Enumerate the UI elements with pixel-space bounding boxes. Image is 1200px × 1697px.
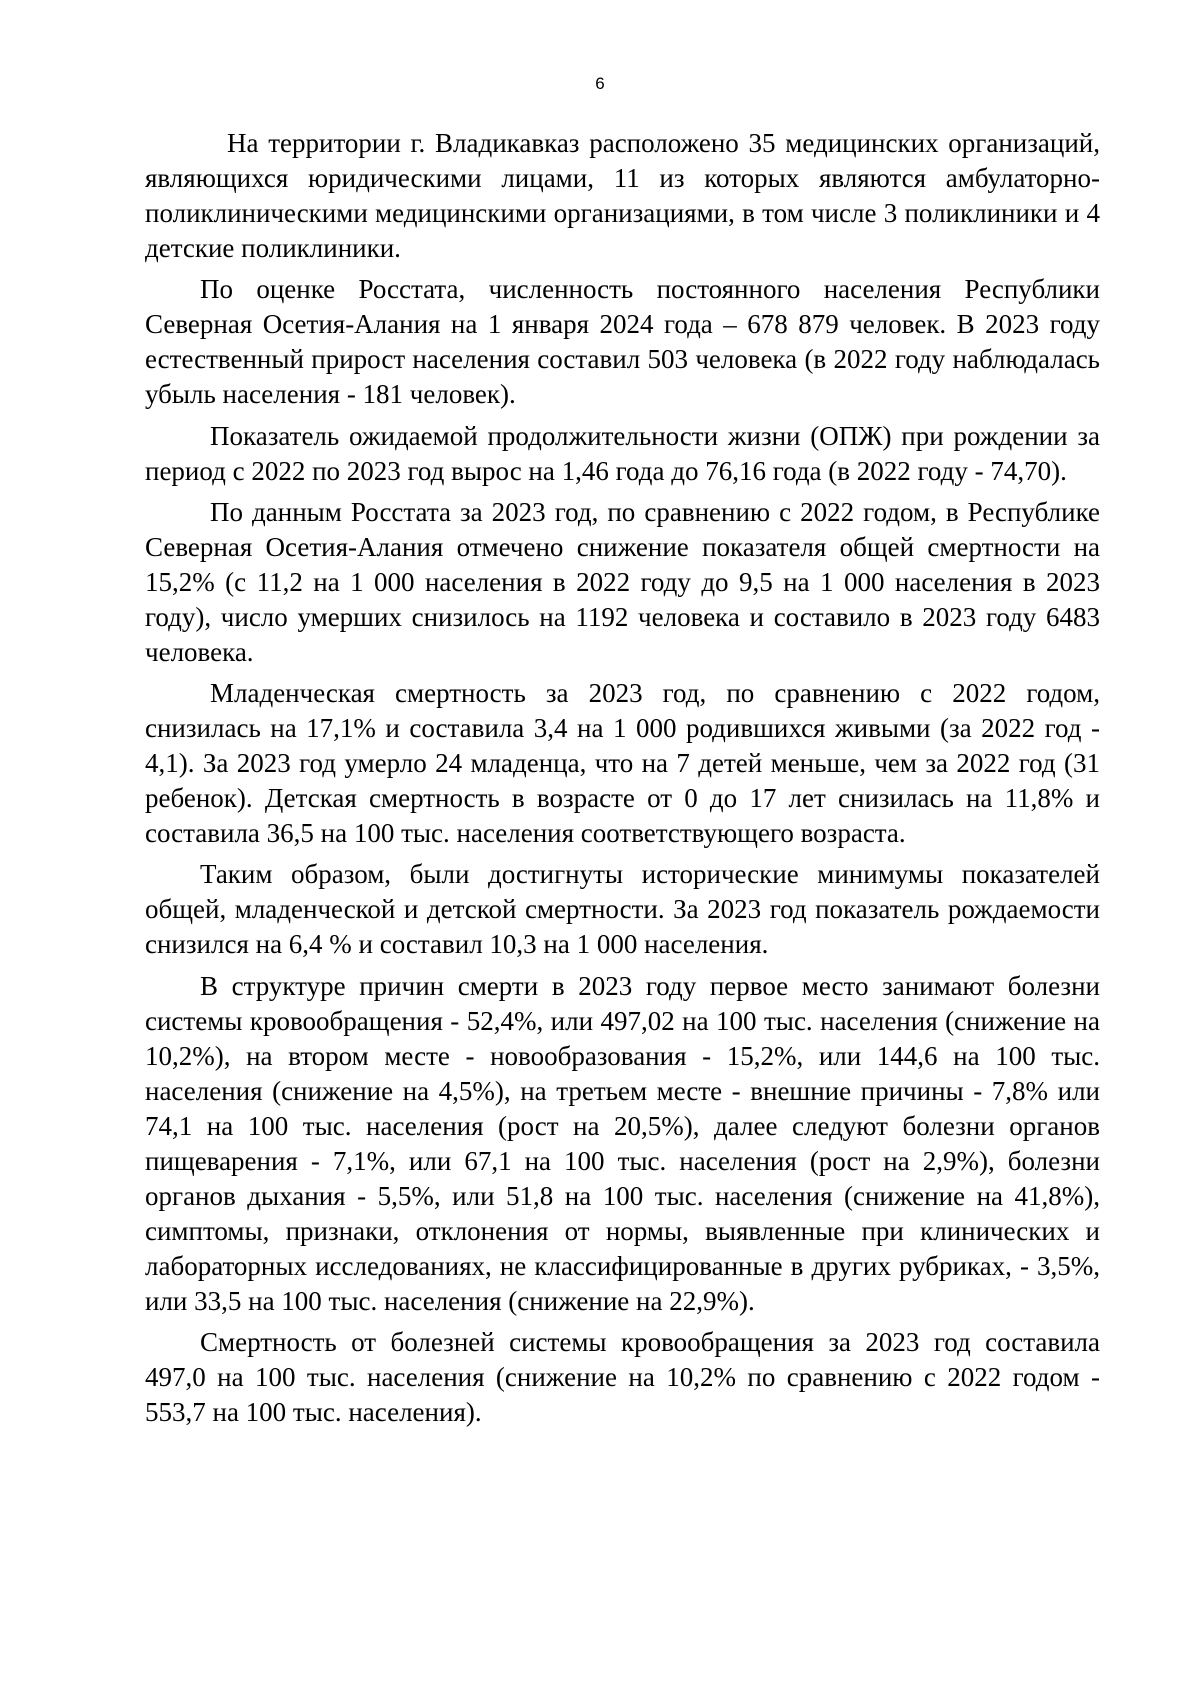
paragraph-medical-organizations: На территории г. Владикавказ расположено 35 медицинских организаций, являющихся юридическими лицами, 11 из которых являются амбулаторно-поликлиническими медицинскими организациями, в том числе 3 поликлиники и 4 детские поликлиники. [145,128,1100,263]
paragraph-life-expectancy: Показатель ожидаемой продолжительности жизни (ОПЖ) при рождении за период с 2022 по 2023 год вырос на 1,46 года до 76,16 года (в 2022 году - 74,70). [145,420,1100,486]
paragraph-infant-mortality: Младенческая смертность за 2023 год, по сравнению с 2022 годом, снизилась на 17,1% и составила 3,4 на 1 000 родившихся живыми (за 2022 год - 4,1). За 2023 год умерло 24 младенца, что на 7 детей меньше, чем за 2022 год (31 ребенок). Детская смертность в возрасте от 0 до 17 лет снизилась на 11,8% и составила 36,5 на 100 тыс. населения соответствующего возраста. [145,678,1100,849]
document-body [145,126,1100,1436]
paragraph-cardiovascular-mortality: Смертность от болезней системы кровообращения за 2023 год составила 497,0 на 100 тыс. населения (снижение на 10,2% по сравнению с 2022 годом - 553,7 на 100 тыс. населения). [145,1327,1100,1428]
page-number: 6 [595,74,605,93]
paragraph-population: По оценке Росстата, численность постоянного населения Республики Северная Осетия-Алания на 1 января 2024 года – 678 879 человек. В 2023 году естественный прирост населения составил 503 человека (в 2022 году наблюдалась убыль населения - 181 человек). [145,274,1100,410]
paragraph-general-mortality: По данным Росстата за 2023 год, по сравнению с 2022 годом, в Республике Северная Осетия-Алания отмечено снижение показателя общей смертности на 15,2% (с 11,2 на 1 000 населения в 2022 году до 9,5 на 1 000 населения в 2023 году), число умерших снизилось на 1192 человека и составило в 2023 году 6483 человека. [145,496,1100,667]
paragraph-historical-minimums: Таким образом, были достигнуты исторические минимумы показателей общей, младенческой и детской смертности. За 2023 год показатель рождаемости снизился на 6,4 % и составил 10,3 на 1 000 населения. [145,859,1100,960]
paragraph-causes-of-death: В структуре причин смерти в 2023 году первое место занимают болезни системы кровообращения - 52,4%, или 497,02 на 100 тыс. населения (снижение на 10,2%), на втором месте - новообразования - 15,2%, или 144,6 на 100 тыс. населения (снижение на 4,5%), на третьем месте - внешние причины - 7,8% или 74,1 на 100 тыс. населения (рост на 20,5%), далее следуют болезни органов пищеварения - 7,1%, или 67,1 на 100 тыс. населения (рост на 2,9%), болезни органов дыхания - 5,5%, или 51,8 на 100 тыс. населения (снижение на 41,8%), симптомы, признаки, отклонения от нормы, выявленные при клинических и лабораторных исследованиях, не классифицированные в других рубриках, - 3,5%, или 33,5 на 100 тыс. населения (снижение на 22,9%). [145,970,1100,1316]
